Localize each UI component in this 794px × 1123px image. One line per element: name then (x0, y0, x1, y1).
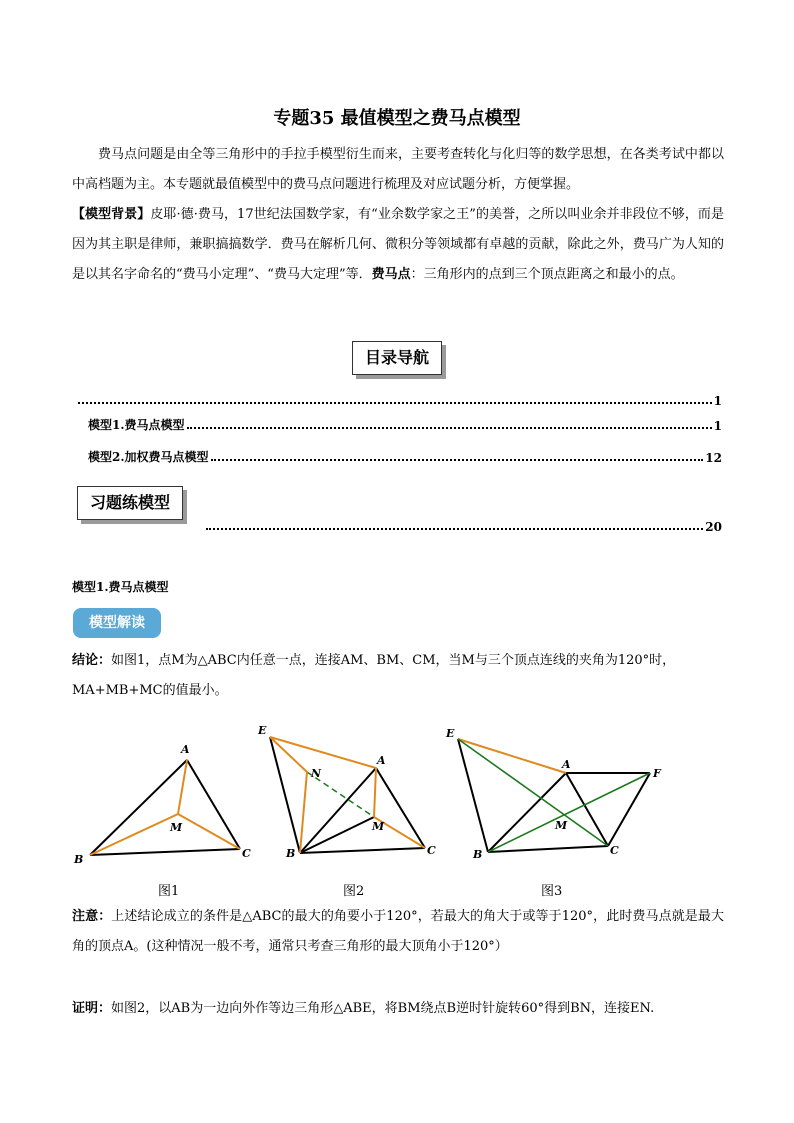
fig3-label-M: M (555, 819, 568, 832)
figure-3 (440, 722, 670, 867)
fig2-segment-AC (376, 768, 425, 848)
conclusion (72, 646, 724, 706)
proof-label: 证明： (72, 1001, 112, 1016)
figure-3-caption: 图3 (541, 884, 563, 899)
fig3-segment-EB (458, 739, 488, 852)
fig2-segment-EB (270, 737, 300, 853)
fig1-label-M: M (170, 821, 183, 834)
exercise-heading: 习题练模型 (77, 486, 183, 520)
fig3-label-F: F (653, 767, 661, 780)
toc-page: 1 (713, 394, 722, 408)
fig3-label-C: C (610, 844, 619, 857)
toc-item-model2[interactable] (88, 448, 722, 465)
fig1-triangle (90, 760, 240, 855)
model-explain-chip: 模型解读 (73, 608, 161, 638)
note-label: 注意： (72, 909, 112, 924)
toc-row-exercise[interactable] (204, 520, 722, 534)
conclusion-line2: MA+MB+MC的值最小。 (72, 683, 228, 698)
toc-dots (78, 402, 712, 404)
toc-page: 20 (705, 520, 722, 534)
toc-heading: 目录导航 (352, 341, 442, 375)
fig1-label-A: A (181, 743, 190, 756)
background-text: 皮耶·德·费马，17世纪法国数学家，有“业余数学家之王”的美誉，之所以叫业余并非段位不够，而是因为其主职是律师，兼职搞搞数学．费马在解析几何、微积分等领域都有卓越的贡献，除此之外，费马广为人知的是以其名字命名的“费马小定理”、“费马大定理”等． (72, 207, 724, 282)
fig2-label-B: B (286, 847, 296, 860)
fig2-label-C: C (427, 844, 436, 857)
fig3-segment-AC (566, 773, 608, 846)
page-title: 专题35 最值模型之费马点模型 (273, 108, 521, 129)
toc-item-page: 1 (713, 419, 722, 433)
toc-dots (206, 528, 703, 530)
fig2-segment-MA (374, 768, 376, 817)
toc-dots (187, 427, 712, 429)
fermat-label: 费马点 (371, 267, 411, 282)
fig2-label-A: A (377, 754, 386, 767)
fig1-side-BC (90, 849, 240, 855)
toc-row-main[interactable] (76, 394, 722, 408)
proof (72, 994, 724, 1024)
fig2-label-M: M (372, 820, 385, 833)
conclusion-label: 结论： (72, 653, 112, 668)
note (72, 902, 724, 962)
fig2-label-E: E (258, 724, 267, 737)
fig3-label-A: A (562, 758, 571, 771)
figure-1-caption: 图1 (158, 884, 180, 899)
toc-item-model1[interactable] (88, 416, 722, 433)
fig3-label-E: E (446, 727, 455, 740)
fig1-label-B: B (74, 853, 84, 866)
model-background (72, 200, 724, 290)
fig3-segment-EA (458, 739, 566, 773)
fig3-segment-BF (488, 773, 650, 852)
fig3-segment-AB (488, 773, 566, 852)
fig1-segment-MB (90, 814, 178, 855)
toc-item-label: 模型1.费马点模型 (88, 418, 185, 432)
figure-2 (255, 720, 445, 865)
background-label: 【模型背景】 (72, 207, 151, 222)
figure-2-caption: 图2 (343, 884, 365, 899)
figure-1 (70, 736, 260, 876)
fig2-segment-BC (300, 848, 425, 853)
fig2-segment-BM (300, 817, 374, 853)
toc-dots (211, 459, 704, 461)
fig2-segment-NB (300, 772, 307, 853)
fig2-segment-AB (300, 768, 376, 853)
section-heading: 模型1.费马点模型 (72, 580, 169, 594)
fig3-segment-BC (488, 846, 608, 852)
proof-text: 如图2，以AB为一边向外作等边三角形△ABE，将BM绕点B逆时针旋转60°得到BN，连接EN. (111, 1001, 655, 1016)
conclusion-line1: 如图1，点M为△ABC内任意一点，连接AM、BM、CM，当M与三个顶点连线的夹角为120°时， (111, 653, 676, 668)
fig1-side-AB (90, 760, 187, 855)
fig1-side-AC (187, 760, 240, 849)
note-text: 上述结论成立的条件是△ABC的最大的角要小于120°，若最大的角大于或等于120°，此时费马点就是最大角的顶点A。(这种情况一般不考，通常只考查三角形的最大顶角小于120°） (72, 909, 724, 954)
fig2-label-N: N (311, 767, 322, 780)
toc-item-label: 模型2.加权费马点模型 (88, 450, 209, 464)
fig3-label-B: B (473, 848, 483, 861)
intro-paragraph: 费马点问题是由全等三角形中的手拉手模型衍生而来，主要考查转化与化归等的数学思想，在各类考试中都以中高档题为主。本专题就最值模型中的费马点问题进行梳理及对应试题分析，方便掌握。 (72, 147, 724, 192)
toc-item-page: 12 (705, 451, 722, 465)
fig1-label-C: C (242, 847, 251, 860)
fermat-definition: ：三角形内的点到三个顶点距离之和最小的点。 (410, 267, 684, 282)
